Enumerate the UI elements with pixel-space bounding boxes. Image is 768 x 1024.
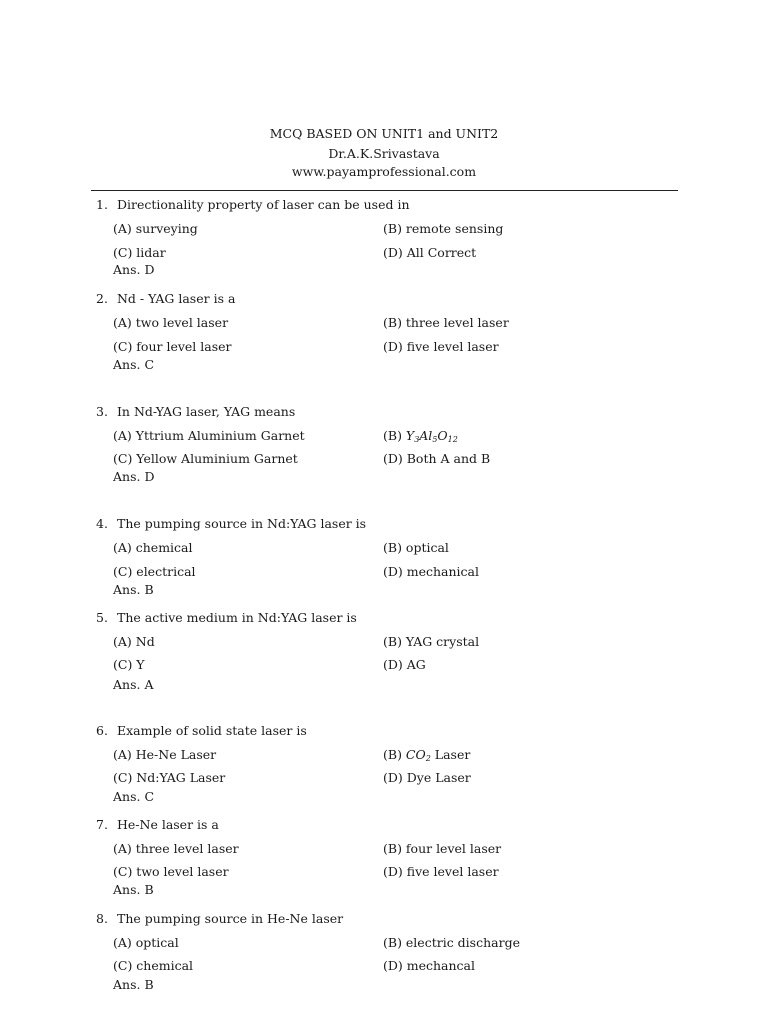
- question-number: 7.: [96, 817, 108, 832]
- option-b: (B) optical: [383, 540, 449, 555]
- option-c: (C) chemical: [113, 958, 194, 973]
- chemical-formula: $CO_2$: [405, 747, 431, 763]
- option-prefix: (B): [383, 428, 406, 443]
- option-a: (A) two level laser: [113, 315, 229, 330]
- answer: Ans. C: [113, 789, 155, 804]
- question-text: He-Ne laser is a: [116, 817, 219, 832]
- option-d: (D) AG: [383, 657, 426, 672]
- option-d: (D) mechanical: [383, 564, 480, 579]
- option-suffix: Laser: [430, 747, 471, 762]
- option-a: (A) optical: [113, 935, 179, 950]
- answer: Ans. A: [113, 677, 154, 692]
- answer: Ans. C: [113, 357, 155, 372]
- option-d: (D) five level laser: [383, 864, 499, 879]
- option-a: (A) Yttrium Aluminium Garnet: [113, 428, 305, 443]
- document-title: MCQ BASED ON UNIT1 and UNIT2: [269, 126, 499, 141]
- option-a: (A) chemical: [113, 540, 193, 555]
- document-author: Dr.A.K.Srivastava: [328, 146, 440, 161]
- question-number: 8.: [96, 911, 108, 926]
- option-c: (C) electrical: [113, 564, 196, 579]
- question-text: Nd - YAG laser is a: [116, 291, 236, 306]
- question-number: 6.: [96, 723, 108, 738]
- option-c: (C) Nd:YAG Laser: [113, 770, 226, 785]
- option-a: (A) surveying: [113, 221, 198, 236]
- answer: Ans. D: [113, 469, 155, 484]
- question-number: 2.: [96, 291, 108, 306]
- question-text: In Nd-YAG laser, YAG means: [116, 404, 296, 419]
- option-a: (A) He-Ne Laser: [113, 747, 217, 762]
- question-number: 3.: [96, 404, 108, 419]
- option-c: (C) Y: [113, 657, 145, 672]
- question-text: The pumping source in Nd:YAG laser is: [116, 516, 367, 531]
- option-b: (B) three level laser: [383, 315, 509, 330]
- question-number: 5.: [96, 610, 108, 625]
- answer: Ans. D: [113, 262, 155, 277]
- question-number: 4.: [96, 516, 108, 531]
- answer: Ans. B: [113, 582, 154, 597]
- answer: Ans. B: [113, 977, 154, 992]
- question-text: The active medium in Nd:YAG laser is: [116, 610, 357, 625]
- option-b: [383, 428, 458, 443]
- answer: Ans. B: [113, 882, 154, 897]
- question-text: Example of solid state laser is: [116, 723, 307, 738]
- option-d: (D) Dye Laser: [383, 770, 471, 785]
- header-divider: [91, 190, 678, 191]
- chemical-formula: $Y_3Al_5O_{12}$: [405, 428, 458, 444]
- question-text: Directionality property of laser can be used in: [116, 197, 410, 212]
- option-b: [383, 747, 470, 762]
- option-b: (B) electric discharge: [383, 935, 520, 950]
- option-b: (B) remote sensing: [383, 221, 504, 236]
- question-number: 1.: [96, 197, 108, 212]
- document-website: www.payamprofessional.com: [291, 164, 477, 179]
- option-prefix: (B): [383, 747, 406, 762]
- option-b: (B) YAG crystal: [383, 634, 480, 649]
- option-a: (A) three level laser: [113, 841, 239, 856]
- option-b: (B) four level laser: [383, 841, 502, 856]
- option-c: (C) two level laser: [113, 864, 229, 879]
- option-d: (D) All Correct: [383, 245, 477, 260]
- option-d: (D) mechancal: [383, 958, 476, 973]
- option-d: (D) five level laser: [383, 339, 499, 354]
- question-text: The pumping source in He-Ne laser: [116, 911, 344, 926]
- option-d: (D) Both A and B: [383, 451, 491, 466]
- option-a: (A) Nd: [113, 634, 155, 649]
- option-c: (C) lidar: [113, 245, 166, 260]
- option-c: (C) Yellow Aluminium Garnet: [113, 451, 298, 466]
- option-c: (C) four level laser: [113, 339, 232, 354]
